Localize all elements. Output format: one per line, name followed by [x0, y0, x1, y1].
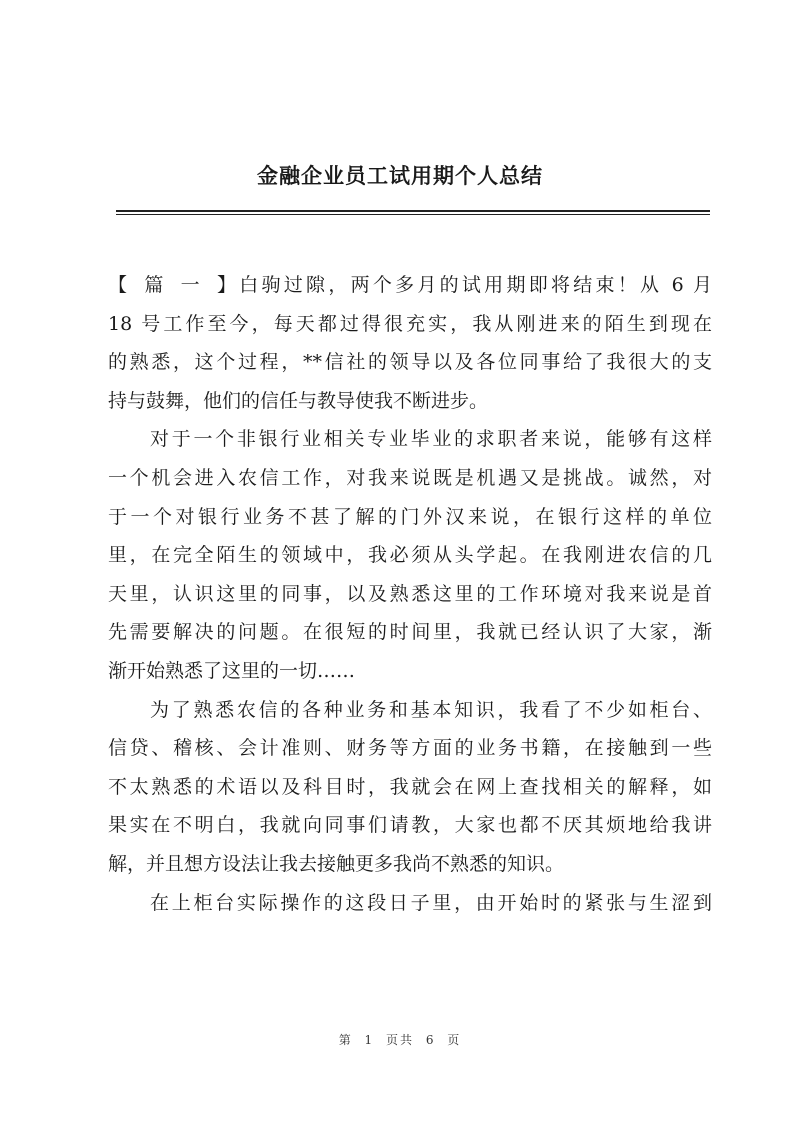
paragraph	[108, 884, 712, 923]
text-line: 在上柜台实际操作的这段日子里，由开始时的紧张与生涩到	[150, 891, 712, 914]
text-line: 一个机会进入农信工作，对我来说既是机遇又是挑战。诚然，对	[108, 466, 712, 489]
text-line: 为了熟悉农信的各种业务和基本知识，我看了不少如柜台、	[150, 698, 712, 721]
text-line: 不太熟悉的术语以及科目时，我就会在网上查找相关的解释，如	[108, 775, 712, 798]
title-divider-thin	[116, 214, 710, 215]
section-tag: 【篇一】	[108, 274, 236, 296]
paragraph	[108, 420, 712, 690]
document-body	[108, 266, 712, 922]
text-line: 天里，认识这里的同事，以及熟悉这里的工作环境对我来说是首	[108, 582, 712, 605]
text-line: 对于一个非银行业相关专业毕业的求职者来说，能够有这样	[150, 428, 712, 451]
text-line: 果实在不明白，我就向同事们请教，大家也都不厌其烦地给我讲	[108, 814, 712, 837]
paragraph	[108, 691, 712, 884]
text-line: 先需要解决的问题。在很短的时间里，我就已经认识了大家，渐	[108, 621, 712, 644]
text-line: 里，在完全陌生的领域中，我必须从头学起。在我刚进农信的几	[108, 544, 712, 567]
text-line: 的熟悉，这个过程，**信社的领导以及各位同事给了我很大的支	[108, 351, 712, 374]
title-divider-thick	[116, 210, 710, 212]
text-line: 信贷、稽核、会计准则、财务等方面的业务书籍，在接触到一些	[108, 737, 712, 760]
document-title: 金融企业员工试用期个人总结	[257, 163, 543, 188]
page-number-footer: 第 1 页共 6 页	[338, 1033, 462, 1047]
text-line: 18 号工作至今，每天都过得很充实，我从刚进来的陌生到现在	[108, 312, 712, 335]
text-line: 【篇一】白驹过隙，两个多月的试用期即将结束！从 6 月	[108, 266, 712, 305]
text-line: 于一个对银行业务不甚了解的门外汉来说，在银行这样的单位	[108, 505, 712, 528]
paragraph	[108, 266, 712, 420]
text-line: 持与鼓舞，他们的信任与教导使我不断进步。	[108, 389, 489, 412]
text-line: 解，并且想方设法让我去接触更多我尚不熟悉的知识。	[108, 852, 565, 875]
text-line: 渐开始熟悉了这里的一切……	[108, 659, 356, 682]
